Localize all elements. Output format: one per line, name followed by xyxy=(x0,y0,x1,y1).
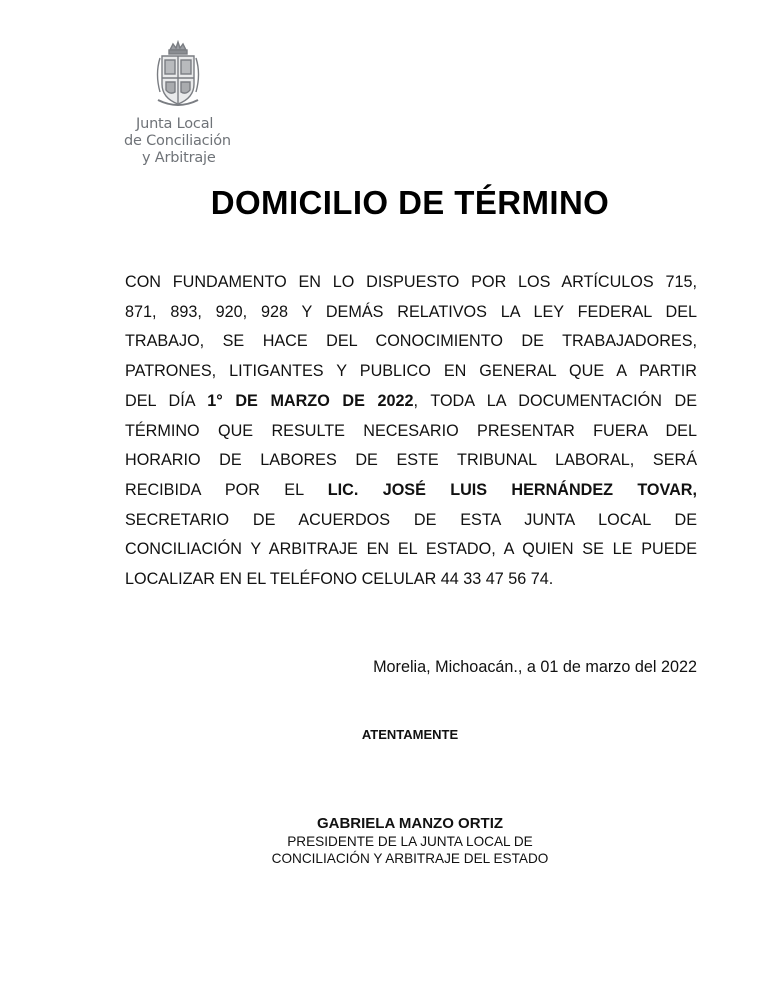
signatory-name: GABRIELA MANZO ORTIZ xyxy=(316,815,504,832)
body-line-4: PATRONES, LITIGANTES Y PUBLICO EN GENERAL QUE A PARTIR xyxy=(125,362,697,381)
body-line-5-start: DEL DÍA xyxy=(125,391,208,410)
body-line-3: TRABAJO, SE HACE DEL CONOCIMIENTO DE TRABAJADORES, xyxy=(125,332,697,351)
signatory-role-line-2: CONCILIACIÓN Y ARBITRAJE DEL ESTADO xyxy=(271,851,549,866)
body-line-7: HORARIO DE LABORES DE ESTE TRIBUNAL LABORAL, SERÁ xyxy=(125,451,697,470)
body-line-2: 871, 893, 920, 928 Y DEMÁS RELATIVOS LA LEY FEDERAL DEL xyxy=(125,302,697,321)
institution-name xyxy=(124,116,244,167)
logo-line-2: de Conciliación xyxy=(124,133,231,149)
logo-line-1: Junta Local xyxy=(136,116,214,132)
body-line-9: SECRETARIO DE ACUERDOS DE ESTA JUNTA LOCAL DE xyxy=(125,510,697,529)
body-line-5-end: , TODA LA DOCUMENTACIÓN DE xyxy=(413,391,698,410)
body-line-6: TÉRMINO QUE RESULTE NECESARIO PRESENTAR FUERA DEL xyxy=(125,421,697,440)
secretary-name: LIC. JOSÉ LUIS HERNÁNDEZ TOVAR, xyxy=(327,480,697,499)
coat-of-arms-icon xyxy=(154,40,202,108)
body-line-11: LOCALIZAR EN EL TELÉFONO CELULAR 44 33 47 56 74. xyxy=(125,570,554,589)
institution-logo xyxy=(118,40,238,175)
body-line-10: CONCILIACIÓN Y ARBITRAJE EN EL ESTADO, A QUIEN SE LE PUEDE xyxy=(125,540,697,559)
closing-salutation: ATENTAMENTE xyxy=(361,727,459,742)
place-date: Morelia, Michoacán., a 01 de marzo del 2022 xyxy=(373,658,697,676)
logo-line-3: y Arbitraje xyxy=(142,150,216,166)
body-line-8-start: RECIBIDA POR EL xyxy=(125,480,328,499)
body-line-5 xyxy=(125,387,697,417)
signature-block xyxy=(230,815,590,867)
notice-body xyxy=(125,268,697,595)
effective-date: 1° DE MARZO DE 2022 xyxy=(207,391,414,410)
body-line-1: CON FUNDAMENTO EN LO DISPUESTO POR LOS ARTÍCULOS 715, xyxy=(125,273,697,291)
signatory-role-line-1: PRESIDENTE DE LA JUNTA LOCAL DE xyxy=(287,834,533,849)
document-title: DOMICILIO DE TÉRMINO xyxy=(210,184,610,221)
body-line-8 xyxy=(125,476,697,506)
